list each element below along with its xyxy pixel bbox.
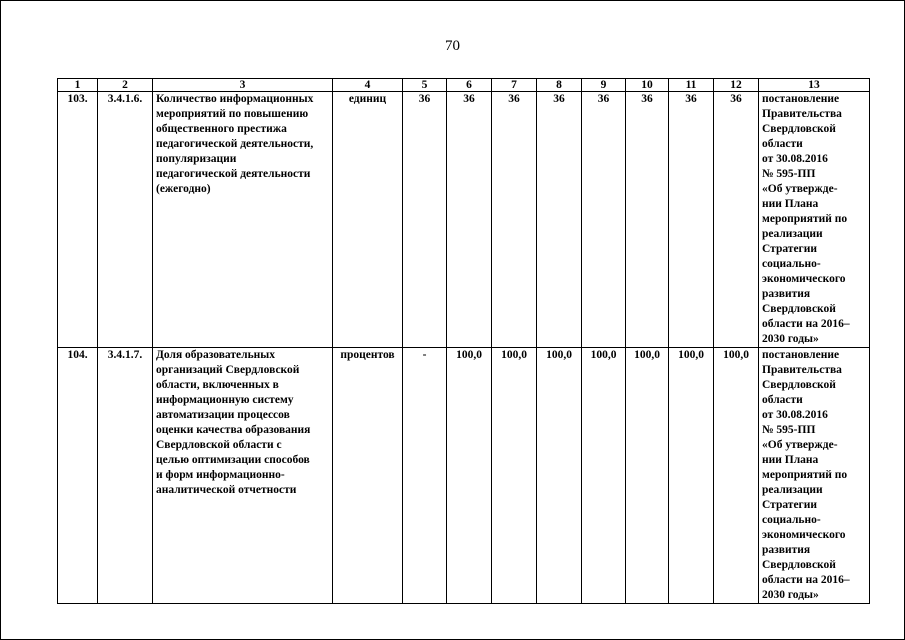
legal-basis: постановление Правительства Свердловской области от 30.08.2016 № 595-ПП «Об утвержде- нии Плана мероприятий по реализации Стратегии социально- экономического развития Свердловской области на 2016– 2030 годы»: [759, 348, 870, 604]
value-col-6: 36: [447, 92, 492, 348]
header-col-2: 2: [98, 79, 153, 92]
legal-basis: постановление Правительства Свердловской области от 30.08.2016 № 595-ПП «Об утвержде- нии Плана мероприятий по реализации Стратегии социально- экономического развития Свердловской области на 2016– 2030 годы»: [759, 92, 870, 348]
table-header: [58, 79, 870, 92]
header-col-6: 6: [447, 79, 492, 92]
table-row: [58, 348, 870, 604]
value-col-9: 36: [582, 92, 626, 348]
table-row: [58, 92, 870, 348]
row-number: 103.: [58, 92, 98, 348]
value-col-12: 100,0: [714, 348, 759, 604]
page-number: 70: [445, 38, 460, 54]
value-col-8: 100,0: [537, 348, 582, 604]
value-col-5: 36: [403, 92, 447, 348]
header-col-3: 3: [153, 79, 333, 92]
header-col-10: 10: [626, 79, 669, 92]
header-col-12: 12: [714, 79, 759, 92]
indicator-name: Доля образовательных организаций Свердловской области, включенных в информационную систему автоматизации процессов оценки качества образования Свердловской области с целью оптимизации способов и форм информационно- аналитической отчетности: [153, 348, 333, 604]
value-col-8: 36: [537, 92, 582, 348]
value-col-11: 100,0: [669, 348, 714, 604]
row-number: 104.: [58, 348, 98, 604]
row-code: 3.4.1.6.: [98, 92, 153, 348]
indicators-table: [57, 78, 870, 604]
header-col-1: 1: [58, 79, 98, 92]
header-col-9: 9: [582, 79, 626, 92]
row-code: 3.4.1.7.: [98, 348, 153, 604]
value-col-11: 36: [669, 92, 714, 348]
value-col-6: 100,0: [447, 348, 492, 604]
header-row: [58, 79, 870, 92]
unit: процентов: [333, 348, 403, 604]
value-col-7: 100,0: [492, 348, 537, 604]
value-col-10: 100,0: [626, 348, 669, 604]
header-col-4: 4: [333, 79, 403, 92]
header-col-8: 8: [537, 79, 582, 92]
value-col-7: 36: [492, 92, 537, 348]
unit: единиц: [333, 92, 403, 348]
value-col-5: -: [403, 348, 447, 604]
header-col-7: 7: [492, 79, 537, 92]
header-col-13: 13: [759, 79, 870, 92]
header-col-11: 11: [669, 79, 714, 92]
value-col-12: 36: [714, 92, 759, 348]
value-col-9: 100,0: [582, 348, 626, 604]
header-col-5: 5: [403, 79, 447, 92]
value-col-10: 36: [626, 92, 669, 348]
indicator-name: Количество информационных мероприятий по повышению общественного престижа педагогической деятельности, популяризации педагогической деятельности (ежегодно): [153, 92, 333, 348]
